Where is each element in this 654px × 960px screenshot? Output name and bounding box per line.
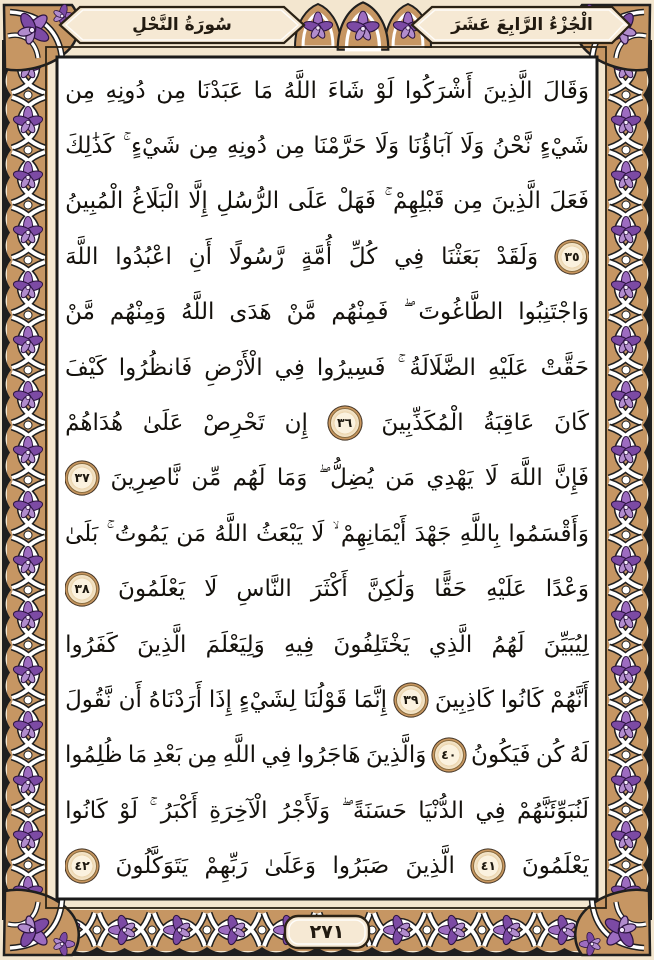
quran-word: وَمَا	[276, 465, 308, 492]
quran-word: مِّن	[191, 465, 222, 492]
verse-number: ٣٩	[403, 691, 419, 707]
quran-line	[65, 617, 589, 672]
quran-word: لَنُبَوِّئَنَّهُمْ	[516, 797, 589, 824]
quran-line	[65, 562, 589, 617]
page-number: ٢٧١	[309, 921, 345, 943]
quran-word: إِنَّمَا	[353, 686, 388, 713]
quran-word: مَن	[385, 465, 416, 492]
quran-word: الْأَرْضِ	[204, 354, 263, 381]
quran-word: دُونِهِ	[105, 77, 146, 104]
quran-word: لَهُ	[569, 742, 589, 769]
quran-word: وَالَّذِينَ	[365, 742, 427, 769]
quran-word: أَكْثَرَ	[310, 576, 348, 603]
quran-word: أَرَدْنَاهُ	[148, 686, 202, 713]
quran-word: لِشَيْءٍ	[238, 686, 297, 713]
quran-word: عَاقِبَةُ	[483, 410, 535, 437]
quran-word: لَهُم	[232, 465, 266, 492]
quran-line	[65, 118, 589, 173]
quran-word: كَفَرُوا	[65, 631, 118, 658]
quran-word: آبَاؤُنَا	[407, 133, 452, 160]
quran-word: يَعْلَمُونَ	[521, 853, 589, 880]
quran-word: رَبِّهِمْ	[204, 853, 248, 880]
quran-word: وَلَقَدْ	[496, 243, 539, 270]
quran-line	[65, 229, 589, 284]
quran-word: كَيْفَ	[65, 354, 107, 381]
verse-number-badge	[67, 463, 97, 493]
quran-word: هَاجَرُوا	[296, 742, 361, 769]
quran-word: الْبَلَاغُ	[131, 188, 180, 215]
quran-word: وَعَلَىٰ	[264, 853, 316, 880]
quran-word: وَلَٰكِنَّ	[366, 576, 416, 603]
quran-word: أَن	[118, 686, 142, 713]
verse-number: ٣٥	[564, 248, 580, 264]
quran-word: مِن	[187, 742, 218, 769]
quran-word: قَوْلُنَا	[303, 686, 348, 713]
quran-word: ظُلِمُوا	[65, 742, 123, 769]
quran-word: مِن	[275, 133, 306, 160]
quran-word: وَمِنْهُم	[109, 299, 167, 326]
quran-word: هَدَى	[229, 299, 272, 326]
quran-word: لَهُمُ	[491, 631, 525, 658]
juz-title: الْجُزْءُ الرَّابِعَ عَشَرَ	[451, 15, 593, 35]
quran-word: فِيهِ	[283, 631, 315, 658]
quran-word: كَانُوا	[500, 686, 544, 713]
quran-word: مِن	[156, 77, 187, 104]
quran-line	[65, 340, 589, 395]
quran-word: بَعْدِ	[152, 742, 183, 769]
quran-word: وَلَا	[460, 133, 485, 160]
quran-word: لَا	[484, 465, 498, 492]
quran-word: فِي	[261, 742, 292, 769]
verse-number-badge	[557, 242, 587, 272]
quran-word: أُمَّةٍ	[301, 243, 333, 270]
quran-line	[65, 451, 589, 506]
quran-word: وَلَا	[374, 133, 400, 160]
quran-word: اللَّهُ	[283, 77, 317, 104]
quran-word: حَقًّا	[434, 576, 468, 603]
quran-word: فِي	[475, 797, 506, 824]
quran-word: فَمِنْهُم	[331, 299, 389, 326]
quran-word: فِي	[394, 243, 425, 270]
quran-word: عَلَىٰ	[142, 410, 184, 437]
quran-word: لَا	[204, 576, 218, 603]
quran-word: الْمُكَذِّبِينَ	[381, 410, 464, 437]
quran-word: نَّقُولَ	[65, 686, 112, 713]
quran-word: حَقَّتْ	[540, 354, 589, 381]
quran-word: رَّسُولًا	[228, 243, 285, 270]
quran-word: وَقَالَ	[543, 77, 589, 104]
quran-word: يُضِلُّ	[330, 465, 374, 492]
verse-number: ٤٠	[441, 747, 457, 763]
quran-word: كَذَٰلِكَ	[65, 133, 115, 160]
verse-number-badge	[434, 740, 464, 770]
quran-word: فَانظُرُوا	[118, 354, 193, 381]
quran-word: الَّذِينَ	[491, 188, 541, 215]
quran-word: يَخْتَلِفُونَ	[333, 631, 410, 658]
quran-word: إِن	[284, 410, 308, 437]
quran-word: فَيَكُونُ	[471, 742, 531, 769]
surah-title: سُورَةُ النَّحْلِ	[132, 15, 232, 35]
quran-word: اللَّهَ	[65, 243, 99, 270]
quran-word: إِلَّا	[188, 188, 208, 215]
quran-word: الْمُبِينُ	[65, 188, 124, 215]
quran-word: وَعْدًا	[545, 576, 589, 603]
quran-word: مَا	[127, 742, 148, 769]
quran-word: كَاذِبِينَ	[434, 686, 494, 713]
quran-word: يَهْدِي	[426, 465, 474, 492]
quran-word: مَا	[253, 77, 273, 104]
quran-word: نَّاصِرِينَ	[110, 465, 181, 492]
quran-word: أَكْبَرُ	[160, 797, 198, 824]
quran-word: الَّذِي	[428, 631, 473, 658]
quran-line	[65, 672, 589, 727]
quran-word: مِن	[453, 188, 483, 215]
verse-number: ٣٧	[74, 470, 90, 486]
quran-word: شَيْءٍ	[131, 133, 181, 160]
verse-number: ٣٦	[336, 414, 353, 430]
quran-word: فَعَلَ	[549, 188, 589, 215]
quran-word: عَبَدْنَا	[196, 77, 243, 104]
quran-word: وَلِيَعْلَمَ	[205, 631, 265, 658]
top-center-ornament	[295, 2, 431, 49]
quran-word: بَلَىٰ	[65, 520, 99, 547]
quran-word: حَرَّمْنَا	[313, 133, 367, 160]
verse-number-badge	[396, 685, 426, 715]
quran-word: هُدَاهُمْ	[65, 410, 124, 437]
quran-word: لَوْ	[119, 797, 138, 824]
quran-line	[65, 783, 589, 838]
verse-number: ٤١	[480, 857, 497, 873]
quran-word: شَاءَ	[327, 77, 365, 104]
quran-word: بِاللَّهِ	[459, 520, 501, 547]
verse-number: ٣٨	[74, 580, 90, 596]
quran-word: قَبْلِهِمْ	[393, 188, 445, 215]
verse-number-badge	[473, 851, 503, 881]
quran-word: نَّحْنُ	[492, 133, 532, 160]
quran-word: الَّذِينَ	[137, 631, 187, 658]
quran-word: عَلَيْهِ	[486, 576, 527, 603]
quran-line	[65, 728, 589, 783]
quran-word: صَبَرُوا	[332, 853, 390, 880]
quran-word: أَشْرَكُوا	[404, 77, 473, 104]
quran-line	[65, 838, 589, 893]
quran-word: الْآخِرَةِ	[209, 797, 268, 824]
quran-word: اعْبُدُوا	[115, 243, 172, 270]
verse-number-badge	[67, 851, 97, 881]
quran-word: يَمُوتُ	[114, 520, 168, 547]
quran-word: اللَّهِ	[222, 742, 257, 769]
quran-word: فَسِيرُوا	[316, 354, 386, 381]
quran-word: الضَّلَالَةُ	[409, 354, 476, 381]
quran-line	[65, 174, 589, 229]
quran-word: مَّنْ	[65, 299, 95, 326]
quran-word: جَهْدَ	[414, 520, 452, 547]
quran-word: الَّذِينَ	[405, 853, 455, 880]
quran-word: إِذَا	[208, 686, 232, 713]
quran-word: وَلَأَجْرُ	[278, 797, 331, 824]
quran-word: فَهَلْ	[336, 188, 376, 215]
quran-word: عَلَيْهِ	[487, 354, 529, 381]
quran-word: مَّنْ	[286, 299, 317, 326]
quran-word: النَّاسِ	[236, 576, 292, 603]
quran-word: يَتَوَكَّلُونَ	[115, 853, 189, 880]
quran-word: وَأَقْسَمُوا	[508, 520, 589, 547]
quran-lines	[65, 63, 589, 894]
quran-word: بَعَثْنَا	[441, 243, 480, 270]
quran-word: يَبْعَثُ	[255, 520, 303, 547]
quran-word: لِيُبَيِّنَ	[543, 631, 589, 658]
quran-word: حَسَنَةً	[352, 797, 407, 824]
quran-word: لَا	[311, 520, 325, 547]
quran-word: أَيْمَانِهِمْ	[340, 520, 407, 547]
quran-line	[65, 285, 589, 340]
quran-word: أَنَّهُمْ	[550, 686, 589, 713]
quran-word: وَاجْتَنِبُوا	[518, 299, 589, 326]
quran-word: كُلِّ	[348, 243, 378, 270]
quran-word: مِن	[188, 133, 219, 160]
quran-word: لَوْ	[375, 77, 395, 104]
quran-word: اللَّهُ	[181, 299, 215, 326]
quran-word: عَلَى	[287, 188, 329, 215]
quran-line	[65, 63, 589, 118]
quran-word: كَانُوا	[65, 797, 108, 824]
quran-word: كَانَ	[554, 410, 589, 437]
quran-word: مِن	[65, 77, 95, 104]
quran-line	[65, 506, 589, 561]
quran-word: اللَّهُ	[214, 520, 248, 547]
quran-word: تَحْرِصْ	[203, 410, 265, 437]
quran-word: اللَّهَ	[509, 465, 543, 492]
quran-word: شَيْءٍ	[539, 133, 589, 160]
quran-word: كُن	[535, 742, 565, 769]
verse-number: ٤٢	[74, 857, 90, 873]
quran-word: يَعْلَمُونَ	[118, 576, 186, 603]
quran-word: دُونِهِ	[226, 133, 267, 160]
quran-word: فَإِنَّ	[554, 465, 589, 492]
quran-word: الرُّسُلِ	[216, 188, 280, 215]
quran-word: الَّذِينَ	[483, 77, 533, 104]
quran-line	[65, 395, 589, 450]
verse-number-badge	[67, 574, 97, 604]
quran-word: مَن	[176, 520, 207, 547]
quran-word: الدُّنْيَا	[418, 797, 465, 824]
quran-word: فِي	[274, 354, 305, 381]
quran-word: أَنِ	[188, 243, 212, 270]
quran-text-area	[57, 57, 597, 899]
verse-number-badge	[330, 408, 360, 438]
quran-word: الطَّاغُوتَ	[418, 299, 504, 326]
